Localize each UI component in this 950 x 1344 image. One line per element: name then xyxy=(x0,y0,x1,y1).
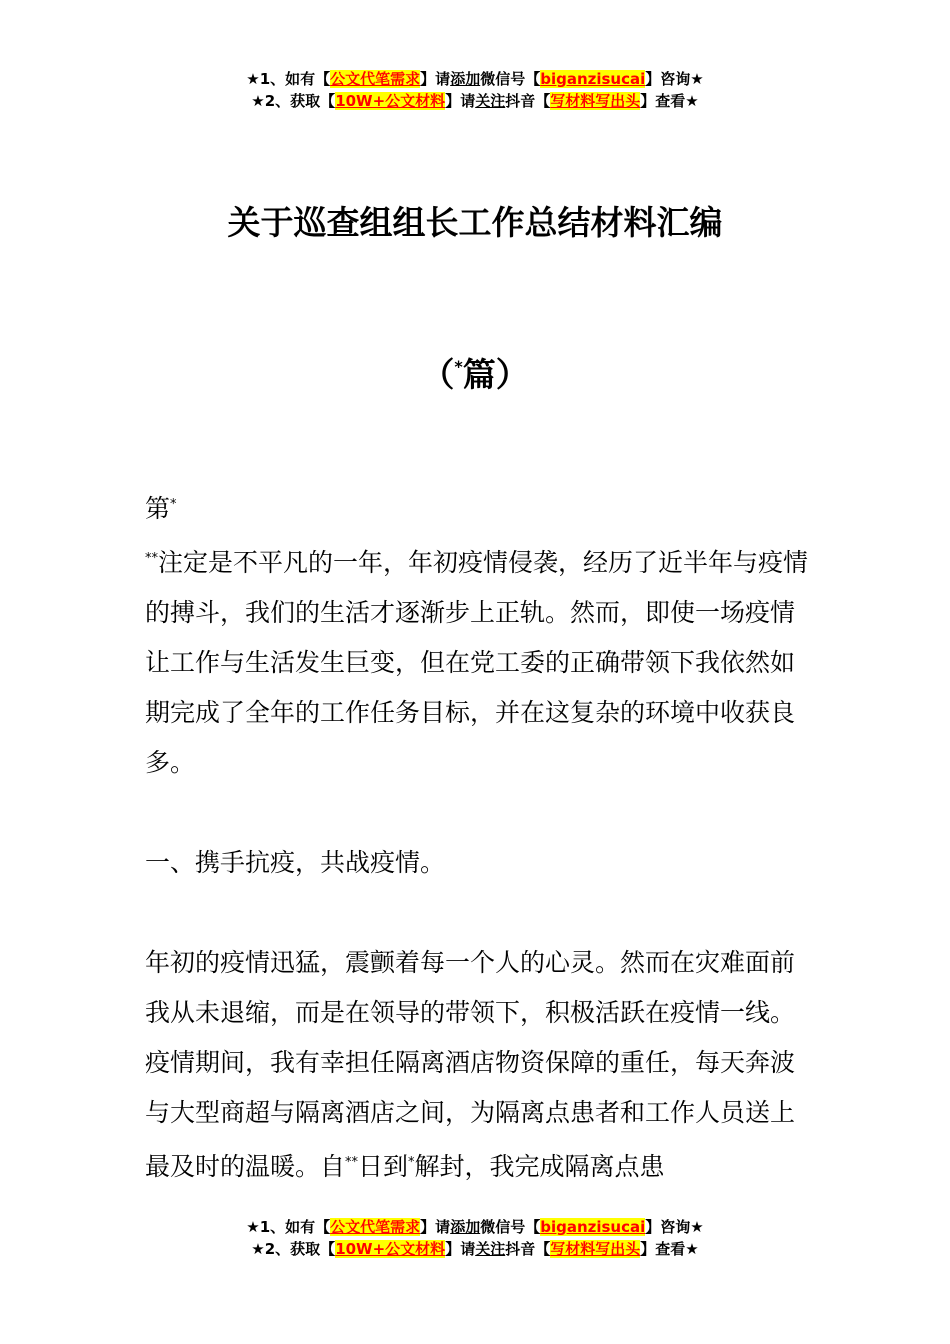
paragraph-2: 年初的疫情迅猛，震颤着每一个人的心灵。然而在灾难面前我从未退缩，而是在领导的带领下，积极活跃在疫情一线。疫情期间，我有幸担任隔离酒店物资保障的重任，每天奔波与大型商超与隔离酒店之间，为隔离点患者和工作人员送上最及时的温暖。自**日到*解封，我完成隔离点患 xyxy=(145,948,796,1181)
banner-line-2: ★2、获取【10W+公文材料】请关注抖音【写材料写出头】查看★ xyxy=(251,1240,699,1258)
highlight-service: 公文代笔需求 xyxy=(330,1218,421,1236)
footer-banner xyxy=(0,1216,950,1260)
spacer xyxy=(145,788,810,838)
highlight-douyin: 写材料写出头 xyxy=(550,1240,641,1258)
highlight-materials: 10W+公文材料 xyxy=(335,92,446,110)
banner-line-1: ★1、如有【公文代笔需求】请添加微信号【biganzisucai】咨询★ xyxy=(246,1218,704,1236)
banner-line-2: ★2、获取【10W+公文材料】请关注抖音【写材料写出头】查看★ xyxy=(251,92,699,110)
document-title: 关于巡查组组长工作总结材料汇编 xyxy=(227,203,723,242)
highlight-douyin: 写材料写出头 xyxy=(550,92,641,110)
highlight-materials: 10W+公文材料 xyxy=(335,1240,446,1258)
paragraph-1: **注定是不平凡的一年，年初疫情侵袭，经历了近半年与疫情的搏斗，我们的生活才逐渐步上正轨。然而，即使一场疫情让工作与生活发生巨变，但在党工委的正确带领下我依然如期完成了全年的工作任务目标，并在这复杂的环境中收获良多。 xyxy=(145,548,809,777)
document-subtitle: （*篇） xyxy=(421,355,529,394)
highlight-wechat-id: biganzisucai xyxy=(540,70,646,88)
document-body xyxy=(145,480,810,1192)
banner-line-1: ★1、如有【公文代笔需求】请添加微信号【biganzisucai】咨询★ xyxy=(246,70,704,88)
highlight-wechat-id: biganzisucai xyxy=(540,1218,646,1236)
heading-1: 一、携手抗疫，共战疫情。 xyxy=(145,848,446,877)
spacer xyxy=(145,888,810,938)
highlight-service: 公文代笔需求 xyxy=(330,70,421,88)
section-label: 第* xyxy=(145,494,177,523)
header-banner xyxy=(0,68,950,112)
